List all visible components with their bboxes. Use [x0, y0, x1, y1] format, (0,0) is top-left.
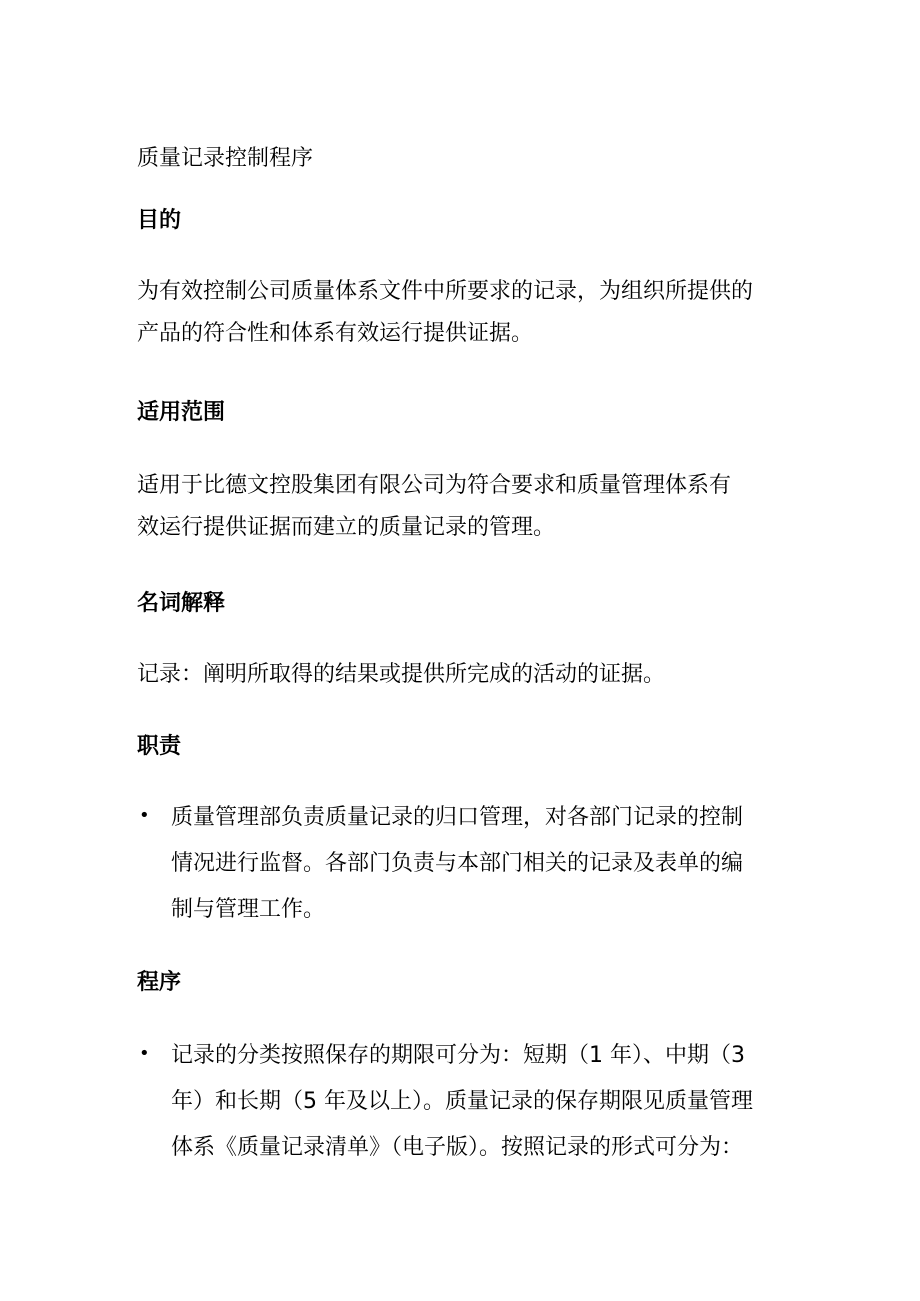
bullet-icon: • [139, 805, 150, 826]
bullet-text [171, 795, 801, 933]
bullet-line: 年）和长期（5 年及以上）。质量记录的保存期限见质量管理 [171, 1089, 753, 1114]
paragraph-line: 产品的符合性和体系有效运行提供证据。 [137, 321, 534, 346]
bullet-line: 情况进行监督。各部门负责与本部门相关的记录及表单的编 [171, 851, 744, 876]
bullet-line: 制与管理工作。 [171, 897, 326, 922]
heading-procedure: 程序 [137, 970, 182, 995]
bullet-line: 质量管理部负责质量记录的归口管理，对各部门记录的控制 [171, 805, 744, 830]
paragraph-purpose [137, 271, 797, 355]
heading-scope: 适用范围 [137, 400, 226, 425]
document-title: 质量记录控制程序 [137, 146, 314, 171]
bullet-icon: • [139, 1043, 150, 1064]
bullet-text [171, 1033, 801, 1171]
paragraph-line: 适用于比德文控股集团有限公司为符合要求和质量管理体系有 [137, 473, 732, 498]
paragraph-line: 记录：阐明所取得的结果或提供所完成的活动的证据。 [137, 662, 666, 687]
heading-duties: 职责 [137, 734, 182, 759]
paragraph-terms [137, 654, 797, 696]
heading-terms: 名词解释 [137, 591, 226, 616]
paragraph-line: 为有效控制公司质量体系文件中所要求的记录，为组织所提供的 [137, 279, 754, 304]
paragraph-scope [137, 465, 797, 549]
heading-purpose: 目的 [137, 208, 182, 233]
bullet-line: 记录的分类按照保存的期限可分为：短期（1 年）、中期（3 [171, 1043, 745, 1068]
bullet-line: 体系《质量记录清单》（电子版）。按照记录的形式可分为： [171, 1135, 744, 1160]
paragraph-line: 效运行提供证据而建立的质量记录的管理。 [137, 515, 556, 540]
